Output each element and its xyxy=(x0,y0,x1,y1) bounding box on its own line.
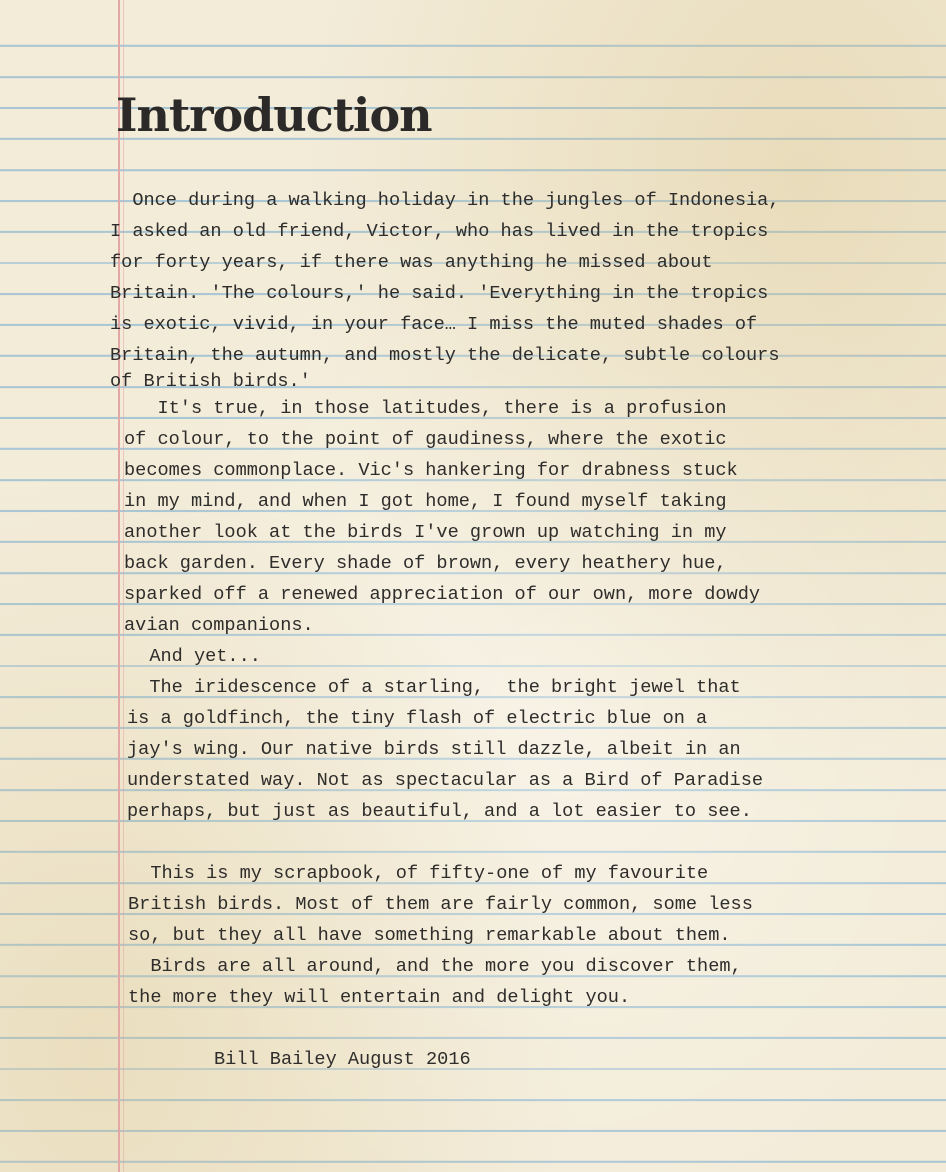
text-line: sparked off a renewed appreciation of our own, more dowdy xyxy=(124,584,761,605)
text-line: perhaps, but just as beautiful, and a lot easier to see. xyxy=(127,801,752,822)
signature: Bill Bailey August 2016 xyxy=(214,1049,471,1070)
text-line: This is my scrapbook, of fifty-one of my favourite xyxy=(128,863,709,884)
text-line: And yet... xyxy=(127,646,261,667)
paragraph-1 xyxy=(110,185,870,393)
text-line: Britain, the autumn, and mostly the delicate, subtle colours xyxy=(110,345,780,366)
text-line: It's true, in those latitudes, there is a profusion xyxy=(124,398,727,419)
paragraph-gap xyxy=(110,827,870,858)
text-line: back garden. Every shade of brown, every heathery hue, xyxy=(124,553,727,574)
text-line: The iridescence of a starling, the bright jewel that xyxy=(127,677,741,698)
paragraph-5 xyxy=(110,858,870,1013)
text-line: British birds. Most of them are fairly common, some less xyxy=(128,894,753,915)
text-line: of colour, to the point of gaudiness, where the exotic xyxy=(124,429,727,450)
text-line: Once during a walking holiday in the jungles of Indonesia, xyxy=(110,190,780,211)
text-line: Birds are all around, and the more you discover them, xyxy=(128,956,742,977)
text-line: jay's wing. Our native birds still dazzle, albeit in an xyxy=(127,739,741,760)
text-line: for forty years, if there was anything he missed about xyxy=(110,252,713,273)
text-line: in my mind, and when I got home, I found myself taking xyxy=(124,491,727,512)
text-line: understated way. Not as spectacular as a Bird of Paradise xyxy=(127,770,764,791)
text-line: so, but they all have something remarkable about them. xyxy=(128,925,731,946)
text-line: the more they will entertain and delight you. xyxy=(128,987,631,1008)
text-line: avian companions. xyxy=(124,615,314,636)
text-line: is exotic, vivid, in your face… I miss the muted shades of xyxy=(110,314,758,335)
text-line: another look at the birds I've grown up watching in my xyxy=(124,522,727,543)
text-line: becomes commonplace. Vic's hankering for drabness stuck xyxy=(124,460,738,481)
text-line: I asked an old friend, Victor, who has lived in the tropics xyxy=(110,221,769,242)
paragraph-2 xyxy=(110,393,870,641)
paragraph-gap xyxy=(110,1013,870,1044)
text-line: of British birds.' xyxy=(110,371,311,392)
paragraph-4 xyxy=(110,672,870,827)
paragraph-3 xyxy=(110,641,870,672)
text-line: is a goldfinch, the tiny flash of electric blue on a xyxy=(127,708,708,729)
page-title: Introduction xyxy=(116,88,432,142)
intro-text xyxy=(110,185,870,1075)
text-line: Britain. 'The colours,' he said. 'Everything in the tropics xyxy=(110,283,769,304)
